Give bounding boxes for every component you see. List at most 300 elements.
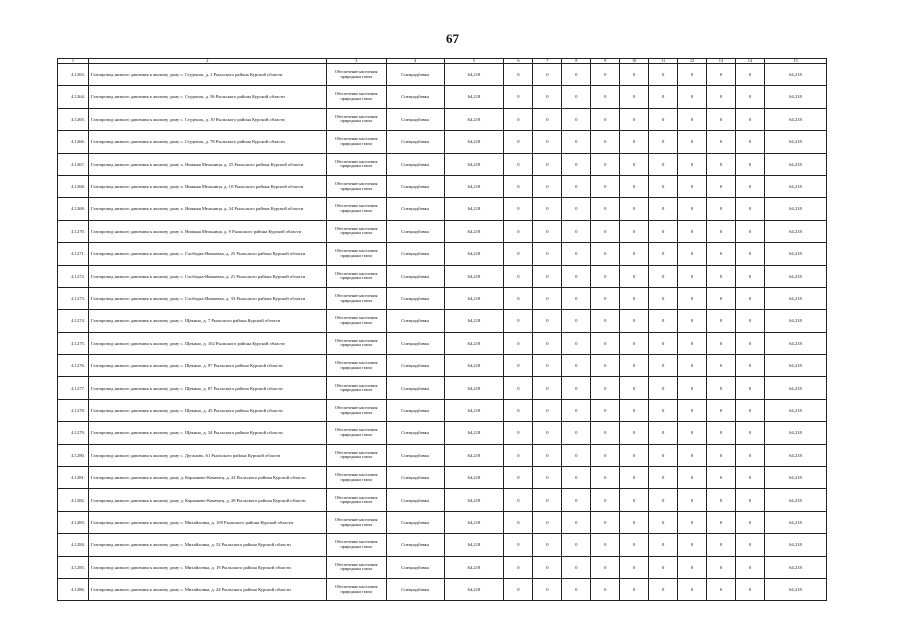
zero-value-cell: 0 xyxy=(620,489,649,511)
object-name-cell: Газопровод низкого давления к жилому дому с. Студенок, д. 1 Рыльского района Курской области xyxy=(89,64,327,86)
total-value-cell: 64,218 xyxy=(764,489,826,511)
purpose-cell: Обеспечение населения природным газом xyxy=(326,489,386,511)
zero-value-cell: 0 xyxy=(678,220,707,242)
pipeline-table-container xyxy=(57,58,827,601)
zero-value-cell: 0 xyxy=(678,578,707,600)
column-number-header: 8 xyxy=(562,59,591,64)
total-value-cell: 64,218 xyxy=(764,198,826,220)
rate-value-cell: 64,218 xyxy=(444,556,504,578)
zero-value-cell: 0 xyxy=(649,444,678,466)
zero-value-cell: 0 xyxy=(620,556,649,578)
rate-value-cell: 64,218 xyxy=(444,198,504,220)
zero-value-cell: 0 xyxy=(620,332,649,354)
object-name-cell: Газопровод низкого давления к жилому дому с. Щекино, д. 45 Рыльского района Курской области xyxy=(89,399,327,421)
fee-type-cell: Спецнадбавка xyxy=(386,534,444,556)
fee-type-cell: Спецнадбавка xyxy=(386,86,444,108)
zero-value-cell: 0 xyxy=(649,108,678,130)
zero-value-cell: 0 xyxy=(562,64,591,86)
purpose-cell: Обеспечение населения природным газом xyxy=(326,355,386,377)
zero-value-cell: 0 xyxy=(678,534,707,556)
zero-value-cell: 0 xyxy=(678,399,707,421)
table-row xyxy=(58,355,827,377)
zero-value-cell: 0 xyxy=(735,489,764,511)
zero-value-cell: 0 xyxy=(504,534,533,556)
zero-value-cell: 0 xyxy=(707,467,736,489)
table-row xyxy=(58,511,827,533)
row-number-cell: 4.1276. xyxy=(58,355,89,377)
zero-value-cell: 0 xyxy=(735,265,764,287)
object-name-cell: Газопровод низкого давления к жилому дому с. Михайловка, д. 24 Рыльского района Курской области xyxy=(89,578,327,600)
zero-value-cell: 0 xyxy=(533,332,562,354)
fee-type-cell: Спецнадбавка xyxy=(386,444,444,466)
zero-value-cell: 0 xyxy=(591,243,620,265)
zero-value-cell: 0 xyxy=(678,265,707,287)
zero-value-cell: 0 xyxy=(620,578,649,600)
table-row xyxy=(58,131,827,153)
zero-value-cell: 0 xyxy=(707,310,736,332)
rate-value-cell: 64,218 xyxy=(444,108,504,130)
column-number-header: 7 xyxy=(533,59,562,64)
rate-value-cell: 64,218 xyxy=(444,86,504,108)
zero-value-cell: 0 xyxy=(707,265,736,287)
zero-value-cell: 0 xyxy=(678,377,707,399)
zero-value-cell: 0 xyxy=(678,444,707,466)
purpose-cell: Обеспечение населения природным газом xyxy=(326,153,386,175)
column-number-header: 5 xyxy=(444,59,504,64)
row-number-cell: 4.1282. xyxy=(58,489,89,511)
object-name-cell: Газопровод низкого давления к жилому дому с. Слободка-Ивановка, д. 33 Рыльского района Курской области xyxy=(89,287,327,309)
zero-value-cell: 0 xyxy=(533,444,562,466)
zero-value-cell: 0 xyxy=(678,131,707,153)
row-number-cell: 4.1286. xyxy=(58,578,89,600)
zero-value-cell: 0 xyxy=(649,198,678,220)
zero-value-cell: 0 xyxy=(591,511,620,533)
rate-value-cell: 64,218 xyxy=(444,153,504,175)
zero-value-cell: 0 xyxy=(562,220,591,242)
zero-value-cell: 0 xyxy=(562,556,591,578)
total-value-cell: 64,218 xyxy=(764,265,826,287)
zero-value-cell: 0 xyxy=(533,355,562,377)
zero-value-cell: 0 xyxy=(649,556,678,578)
fee-type-cell: Спецнадбавка xyxy=(386,198,444,220)
zero-value-cell: 0 xyxy=(504,444,533,466)
zero-value-cell: 0 xyxy=(649,422,678,444)
zero-value-cell: 0 xyxy=(562,131,591,153)
table-row xyxy=(58,467,827,489)
object-name-cell: Газопровод низкого давления к жилому дому с. Студенок, д. 56 Рыльского района Курской области xyxy=(89,86,327,108)
zero-value-cell: 0 xyxy=(707,556,736,578)
column-number-header: 2 xyxy=(89,59,327,64)
zero-value-cell: 0 xyxy=(533,287,562,309)
zero-value-cell: 0 xyxy=(707,489,736,511)
row-number-cell: 4.1280. xyxy=(58,444,89,466)
zero-value-cell: 0 xyxy=(649,287,678,309)
zero-value-cell: 0 xyxy=(504,153,533,175)
table-row xyxy=(58,399,827,421)
total-value-cell: 64,218 xyxy=(764,534,826,556)
zero-value-cell: 0 xyxy=(678,243,707,265)
row-number-cell: 4.1268. xyxy=(58,175,89,197)
total-value-cell: 64,218 xyxy=(764,578,826,600)
purpose-cell: Обеспечение населения природным газом xyxy=(326,377,386,399)
zero-value-cell: 0 xyxy=(678,332,707,354)
zero-value-cell: 0 xyxy=(620,220,649,242)
zero-value-cell: 0 xyxy=(562,287,591,309)
table-row xyxy=(58,332,827,354)
total-value-cell: 64,218 xyxy=(764,287,826,309)
rate-value-cell: 64,218 xyxy=(444,131,504,153)
zero-value-cell: 0 xyxy=(678,287,707,309)
fee-type-cell: Спецнадбавка xyxy=(386,64,444,86)
fee-type-cell: Спецнадбавка xyxy=(386,153,444,175)
zero-value-cell: 0 xyxy=(707,243,736,265)
purpose-cell: Обеспечение населения природным газом xyxy=(326,243,386,265)
zero-value-cell: 0 xyxy=(533,399,562,421)
total-value-cell: 64,218 xyxy=(764,511,826,533)
zero-value-cell: 0 xyxy=(562,310,591,332)
object-name-cell: Газопровод низкого давления к жилому дому д. Карышево-Каменец, д. 24 Рыльского района Курской области xyxy=(89,467,327,489)
zero-value-cell: 0 xyxy=(504,198,533,220)
zero-value-cell: 0 xyxy=(735,534,764,556)
table-row xyxy=(58,220,827,242)
zero-value-cell: 0 xyxy=(707,86,736,108)
purpose-cell: Обеспечение населения природным газом xyxy=(326,578,386,600)
column-number-header: 11 xyxy=(649,59,678,64)
table-body xyxy=(58,64,827,601)
zero-value-cell: 0 xyxy=(504,175,533,197)
purpose-cell: Обеспечение населения природным газом xyxy=(326,131,386,153)
zero-value-cell: 0 xyxy=(504,489,533,511)
zero-value-cell: 0 xyxy=(562,332,591,354)
rate-value-cell: 64,218 xyxy=(444,243,504,265)
purpose-cell: Обеспечение населения природным газом xyxy=(326,108,386,130)
table-row xyxy=(58,265,827,287)
table-row xyxy=(58,243,827,265)
purpose-cell: Обеспечение населения природным газом xyxy=(326,265,386,287)
zero-value-cell: 0 xyxy=(707,355,736,377)
object-name-cell: Газопровод низкого давления к жилому дому х. Нижняя Мельница, д. 34 Рыльского района Курской области xyxy=(89,198,327,220)
zero-value-cell: 0 xyxy=(562,265,591,287)
zero-value-cell: 0 xyxy=(504,377,533,399)
object-name-cell: Газопровод низкого давления к жилому дому х. Нижняя Мельница, д. 9 Рыльского района Курской области xyxy=(89,220,327,242)
zero-value-cell: 0 xyxy=(533,220,562,242)
zero-value-cell: 0 xyxy=(504,355,533,377)
table-row xyxy=(58,198,827,220)
fee-type-cell: Спецнадбавка xyxy=(386,556,444,578)
purpose-cell: Обеспечение населения природным газом xyxy=(326,467,386,489)
zero-value-cell: 0 xyxy=(504,310,533,332)
zero-value-cell: 0 xyxy=(678,556,707,578)
row-number-cell: 4.1285. xyxy=(58,556,89,578)
zero-value-cell: 0 xyxy=(707,287,736,309)
zero-value-cell: 0 xyxy=(591,153,620,175)
total-value-cell: 64,218 xyxy=(764,332,826,354)
rate-value-cell: 64,218 xyxy=(444,332,504,354)
total-value-cell: 64,218 xyxy=(764,422,826,444)
zero-value-cell: 0 xyxy=(620,355,649,377)
zero-value-cell: 0 xyxy=(591,310,620,332)
zero-value-cell: 0 xyxy=(678,86,707,108)
total-value-cell: 64,218 xyxy=(764,377,826,399)
zero-value-cell: 0 xyxy=(533,131,562,153)
zero-value-cell: 0 xyxy=(533,64,562,86)
column-number-header: 12 xyxy=(678,59,707,64)
object-name-cell: Газопровод низкого давления к жилому дому с. Щекино, д. 34 Рыльского района Курской области xyxy=(89,422,327,444)
zero-value-cell: 0 xyxy=(649,131,678,153)
total-value-cell: 64,218 xyxy=(764,220,826,242)
column-number-header: 15 xyxy=(764,59,826,64)
zero-value-cell: 0 xyxy=(504,467,533,489)
row-number-cell: 4.1281. xyxy=(58,467,89,489)
row-number-cell: 4.1267. xyxy=(58,153,89,175)
zero-value-cell: 0 xyxy=(649,399,678,421)
zero-value-cell: 0 xyxy=(620,86,649,108)
object-name-cell: Газопровод низкого давления к жилому дому с. Слободка-Ивановка, д. 21 Рыльского района Курской области xyxy=(89,265,327,287)
fee-type-cell: Спецнадбавка xyxy=(386,578,444,600)
table-row xyxy=(58,489,827,511)
object-name-cell: Газопровод низкого давления к жилому дому д. Карышево-Каменец, д. 28 Рыльского района Курской области xyxy=(89,489,327,511)
zero-value-cell: 0 xyxy=(678,355,707,377)
purpose-cell: Обеспечение населения природным газом xyxy=(326,175,386,197)
zero-value-cell: 0 xyxy=(504,64,533,86)
zero-value-cell: 0 xyxy=(591,422,620,444)
zero-value-cell: 0 xyxy=(533,265,562,287)
page-number: 67 xyxy=(446,31,459,46)
total-value-cell: 64,218 xyxy=(764,108,826,130)
fee-type-cell: Спецнадбавка xyxy=(386,399,444,421)
row-number-cell: 4.1278. xyxy=(58,399,89,421)
rate-value-cell: 64,218 xyxy=(444,377,504,399)
zero-value-cell: 0 xyxy=(735,220,764,242)
column-number-header: 10 xyxy=(620,59,649,64)
zero-value-cell: 0 xyxy=(504,399,533,421)
rate-value-cell: 64,218 xyxy=(444,355,504,377)
zero-value-cell: 0 xyxy=(735,556,764,578)
zero-value-cell: 0 xyxy=(620,287,649,309)
zero-value-cell: 0 xyxy=(533,310,562,332)
purpose-cell: Обеспечение населения природным газом xyxy=(326,332,386,354)
zero-value-cell: 0 xyxy=(591,287,620,309)
zero-value-cell: 0 xyxy=(649,175,678,197)
zero-value-cell: 0 xyxy=(707,399,736,421)
zero-value-cell: 0 xyxy=(649,64,678,86)
zero-value-cell: 0 xyxy=(620,198,649,220)
table-row xyxy=(58,444,827,466)
object-name-cell: Газопровод низкого давления к жилому дому с. Щекино, д. 7 Рыльского района Курской области xyxy=(89,310,327,332)
object-name-cell: Газопровод низкого давления к жилому дому х. Нижняя Мельница, д. 10 Рыльского района Курской области xyxy=(89,175,327,197)
zero-value-cell: 0 xyxy=(735,131,764,153)
zero-value-cell: 0 xyxy=(562,399,591,421)
rate-value-cell: 64,218 xyxy=(444,511,504,533)
zero-value-cell: 0 xyxy=(591,64,620,86)
rate-value-cell: 64,218 xyxy=(444,287,504,309)
zero-value-cell: 0 xyxy=(591,444,620,466)
total-value-cell: 64,218 xyxy=(764,153,826,175)
zero-value-cell: 0 xyxy=(591,131,620,153)
total-value-cell: 64,218 xyxy=(764,175,826,197)
table-row xyxy=(58,422,827,444)
zero-value-cell: 0 xyxy=(649,332,678,354)
zero-value-cell: 0 xyxy=(620,310,649,332)
zero-value-cell: 0 xyxy=(707,444,736,466)
zero-value-cell: 0 xyxy=(533,578,562,600)
zero-value-cell: 0 xyxy=(649,243,678,265)
fee-type-cell: Спецнадбавка xyxy=(386,422,444,444)
rate-value-cell: 64,218 xyxy=(444,534,504,556)
total-value-cell: 64,218 xyxy=(764,355,826,377)
rate-value-cell: 64,218 xyxy=(444,467,504,489)
table-row xyxy=(58,578,827,600)
row-number-cell: 4.1269. xyxy=(58,198,89,220)
purpose-cell: Обеспечение населения природным газом xyxy=(326,511,386,533)
zero-value-cell: 0 xyxy=(533,243,562,265)
zero-value-cell: 0 xyxy=(591,265,620,287)
zero-value-cell: 0 xyxy=(620,175,649,197)
row-number-cell: 4.1273. xyxy=(58,287,89,309)
fee-type-cell: Спецнадбавка xyxy=(386,265,444,287)
zero-value-cell: 0 xyxy=(649,578,678,600)
zero-value-cell: 0 xyxy=(735,198,764,220)
total-value-cell: 64,218 xyxy=(764,243,826,265)
fee-type-cell: Спецнадбавка xyxy=(386,332,444,354)
zero-value-cell: 0 xyxy=(562,422,591,444)
fee-type-cell: Спецнадбавка xyxy=(386,108,444,130)
zero-value-cell: 0 xyxy=(649,377,678,399)
rate-value-cell: 64,218 xyxy=(444,265,504,287)
total-value-cell: 64,218 xyxy=(764,86,826,108)
zero-value-cell: 0 xyxy=(591,399,620,421)
zero-value-cell: 0 xyxy=(620,108,649,130)
rate-value-cell: 64,218 xyxy=(444,64,504,86)
total-value-cell: 64,218 xyxy=(764,399,826,421)
zero-value-cell: 0 xyxy=(735,511,764,533)
zero-value-cell: 0 xyxy=(649,265,678,287)
zero-value-cell: 0 xyxy=(533,534,562,556)
table-row xyxy=(58,287,827,309)
fee-type-cell: Спецнадбавка xyxy=(386,511,444,533)
zero-value-cell: 0 xyxy=(591,86,620,108)
zero-value-cell: 0 xyxy=(504,86,533,108)
purpose-cell: Обеспечение населения природным газом xyxy=(326,422,386,444)
zero-value-cell: 0 xyxy=(591,198,620,220)
zero-value-cell: 0 xyxy=(707,332,736,354)
table-row xyxy=(58,534,827,556)
zero-value-cell: 0 xyxy=(620,467,649,489)
table-row xyxy=(58,175,827,197)
fee-type-cell: Спецнадбавка xyxy=(386,377,444,399)
zero-value-cell: 0 xyxy=(533,108,562,130)
table-row xyxy=(58,556,827,578)
zero-value-cell: 0 xyxy=(533,198,562,220)
fee-type-cell: Спецнадбавка xyxy=(386,243,444,265)
purpose-cell: Обеспечение населения природным газом xyxy=(326,534,386,556)
zero-value-cell: 0 xyxy=(533,377,562,399)
zero-value-cell: 0 xyxy=(707,511,736,533)
zero-value-cell: 0 xyxy=(562,198,591,220)
zero-value-cell: 0 xyxy=(562,444,591,466)
row-number-cell: 4.1274. xyxy=(58,310,89,332)
row-number-cell: 4.1266. xyxy=(58,131,89,153)
zero-value-cell: 0 xyxy=(591,108,620,130)
zero-value-cell: 0 xyxy=(678,511,707,533)
table-row xyxy=(58,377,827,399)
total-value-cell: 64,218 xyxy=(764,444,826,466)
zero-value-cell: 0 xyxy=(735,332,764,354)
table-row xyxy=(58,64,827,86)
zero-value-cell: 0 xyxy=(562,153,591,175)
object-name-cell: Газопровод низкого давления к жилому дому с. Щекино, д. 97 Рыльского района Курской области xyxy=(89,355,327,377)
zero-value-cell: 0 xyxy=(649,511,678,533)
zero-value-cell: 0 xyxy=(591,556,620,578)
object-name-cell: Газопровод низкого давления к жилому дому с. Щекино, д. 102 Рыльского района Курской области xyxy=(89,332,327,354)
row-number-cell: 4.1270. xyxy=(58,220,89,242)
zero-value-cell: 0 xyxy=(591,220,620,242)
row-number-cell: 4.1265. xyxy=(58,108,89,130)
zero-value-cell: 0 xyxy=(504,287,533,309)
rate-value-cell: 64,218 xyxy=(444,399,504,421)
zero-value-cell: 0 xyxy=(649,355,678,377)
row-number-cell: 4.1283. xyxy=(58,511,89,533)
row-number-cell: 4.1272. xyxy=(58,265,89,287)
zero-value-cell: 0 xyxy=(504,511,533,533)
zero-value-cell: 0 xyxy=(707,534,736,556)
fee-type-cell: Спецнадбавка xyxy=(386,220,444,242)
zero-value-cell: 0 xyxy=(649,310,678,332)
zero-value-cell: 0 xyxy=(533,467,562,489)
fee-type-cell: Спецнадбавка xyxy=(386,489,444,511)
purpose-cell: Обеспечение населения природным газом xyxy=(326,556,386,578)
zero-value-cell: 0 xyxy=(591,467,620,489)
zero-value-cell: 0 xyxy=(678,310,707,332)
zero-value-cell: 0 xyxy=(649,86,678,108)
table-row xyxy=(58,108,827,130)
zero-value-cell: 0 xyxy=(562,534,591,556)
zero-value-cell: 0 xyxy=(620,399,649,421)
zero-value-cell: 0 xyxy=(707,131,736,153)
rate-value-cell: 64,218 xyxy=(444,220,504,242)
zero-value-cell: 0 xyxy=(533,511,562,533)
total-value-cell: 64,218 xyxy=(764,131,826,153)
zero-value-cell: 0 xyxy=(620,265,649,287)
zero-value-cell: 0 xyxy=(678,153,707,175)
zero-value-cell: 0 xyxy=(591,355,620,377)
zero-value-cell: 0 xyxy=(591,332,620,354)
column-number-header: 1 xyxy=(58,59,89,64)
row-number-cell: 4.1279. xyxy=(58,422,89,444)
zero-value-cell: 0 xyxy=(504,422,533,444)
purpose-cell: Обеспечение населения природным газом xyxy=(326,198,386,220)
zero-value-cell: 0 xyxy=(620,444,649,466)
fee-type-cell: Спецнадбавка xyxy=(386,355,444,377)
purpose-cell: Обеспечение населения природным газом xyxy=(326,444,386,466)
zero-value-cell: 0 xyxy=(707,198,736,220)
column-number-header: 6 xyxy=(504,59,533,64)
zero-value-cell: 0 xyxy=(707,578,736,600)
zero-value-cell: 0 xyxy=(533,86,562,108)
zero-value-cell: 0 xyxy=(562,108,591,130)
zero-value-cell: 0 xyxy=(504,220,533,242)
zero-value-cell: 0 xyxy=(707,220,736,242)
column-number-header: 4 xyxy=(386,59,444,64)
column-number-header: 13 xyxy=(707,59,736,64)
row-number-cell: 4.1275. xyxy=(58,332,89,354)
zero-value-cell: 0 xyxy=(562,489,591,511)
zero-value-cell: 0 xyxy=(591,534,620,556)
zero-value-cell: 0 xyxy=(620,131,649,153)
zero-value-cell: 0 xyxy=(620,534,649,556)
fee-type-cell: Спецнадбавка xyxy=(386,310,444,332)
object-name-cell: Газопровод низкого давления к жилому дому с. Слободка-Ивановка, д. 25 Рыльского района Курской области xyxy=(89,243,327,265)
